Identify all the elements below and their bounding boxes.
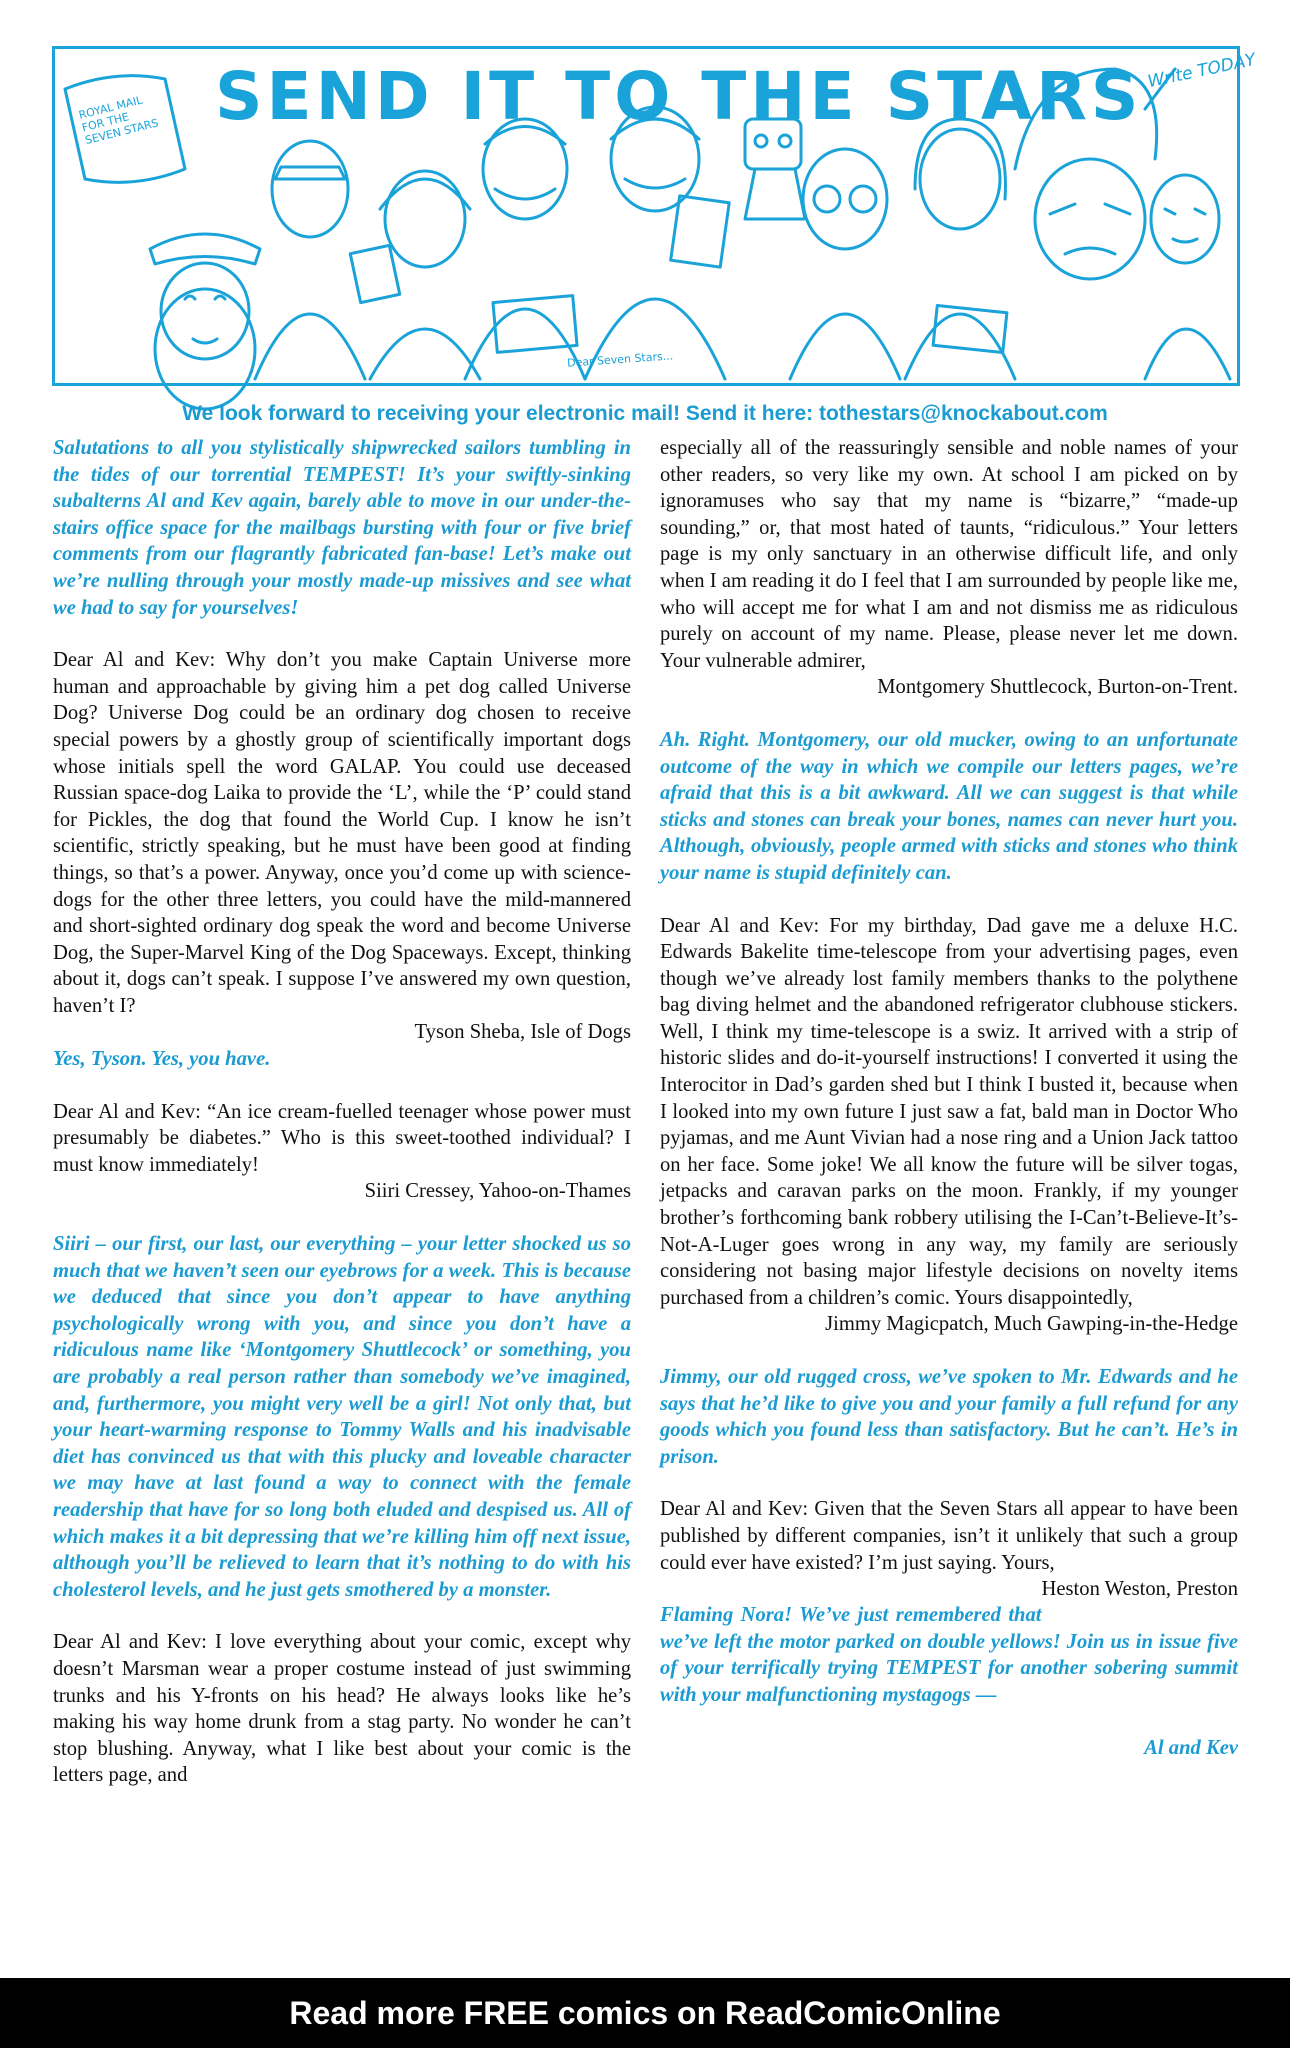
smiling-hero-figure [465, 119, 585, 379]
letter-signature: Tyson Sheba, Isle of Dogs [414, 1021, 631, 1044]
letter-body: Dear Al and Kev: Why don’t you make Captain Universe more human and approachable by giving him a pet dog called Universe Dog? Universe Dog could be an ordinary dog chosen to receive special powers by a ghostly group of scientifically important dogs whose initials spell the word GALAP. You could use deceased Russian space-dog Laika to provide the ‘L’, while the ‘P’ could stand for Pickles, the dog that found the World Cup. I know he isn’t scientific, strictly speaking, but he must have been good at finding things, so that’s a power. Anyway, once you’d come up with science-dogs for the other three letters, you could have the mild-mannered and short-sighted ordinary dog speak the word and become Universe Dog, the Super-Marvel King of the Dog Spaceways. Except, thinking about it, dogs can’t speak. I suppose I’ve answered my own question, haven’t I? [53, 649, 631, 1017]
letter-body: Dear Al and Kev: “An ice cream-fuelled teenager whose power must presumably be diabetes.” Who is this sweet-toothed individual? I must know immediately! [53, 1100, 631, 1176]
dark-haired-woman-figure [905, 119, 1015, 379]
letter-body: especially all of the reassuringly sensible and noble names of your other readers, so very like my own. At school I am picked on by ignoramuses who say that my name is “bizarre,” “made-up sounding,” or, that most hated of taunts, “ridiculous.” Your letters page is my only sanctuary in an otherwise difficult life, and only when I am reading it do I feel that I am surrounded by people like me, who will accept me for what I am and not dismiss me as ridiculous purely on account of my name. Please, please never let me down. Your vulnerable admirer, [660, 437, 1238, 672]
letter-signature: Siiri Cressey, Yahoo-on-Thames [364, 1180, 631, 1203]
letter-body: Dear Al and Kev: For my birthday, Dad gave me a deluxe H.C. Edwards Bakelite time-telescope from your advertising pages, even though we’ve already lost family members thanks to the polythene bag diving helmet and the abandoned refrigerator clubhouse stickers. Well, I think my time-telescope is a swiz. It arrived with a strip of historic slides and do-it-yourself instructions! I converted it using the Interocitor in Dad’s garden shed but I think I busted it, because when I looked into my own future I just saw a fat, bald man in Doctor Who pyjamas, and me Aunt Vivian had a nose ring and a Union Jack tattoo on her face. Some joke! We all know the future will be silver togas, jetpacks and caravan parks on the moon. Frankly, if my younger brother’s forthcoming bank robbery utilising the I-Can’t-Believe-It’s-Not-A-Luger goes wrong in any way, my family are seriously considering not basing major lifestyle decisions on novelty items purchased from a children’s comic. Yours disappointedly, [660, 914, 1238, 1309]
letter-signature: Heston Weston, Preston [1041, 1578, 1238, 1601]
left-column [53, 435, 631, 1789]
banner-title: SEND IT TO THE STARS [215, 58, 1143, 135]
letter-label: Dear Seven Stars... [566, 349, 674, 370]
editors-reply: Yes, Tyson. Yes, you have. [53, 1048, 271, 1071]
right-column [660, 435, 1238, 1787]
editors-reply: Flaming Nora! We’ve just remembered that we’ve left the motor parked on double yellows! Join us in issue five of your terrifically trying TEMPEST for another sobering summit with your malfunctioning mystagogs — [660, 1604, 1238, 1706]
editors-reply: Jimmy, our old rugged cross, we’ve spoken to Mr. Edwards and he says that he’d like to give you and your family a full refund for any goods which you found less than satisfactory. But he can’t. He’s in prison. [660, 1366, 1238, 1468]
postman-figure [150, 234, 260, 409]
letter-signature: Jimmy Magicpatch, Much Gawping-in-the-Hedge [825, 1313, 1238, 1336]
letters-banner [52, 46, 1258, 386]
letter-illustration [493, 296, 577, 353]
editors-intro: Salutations to all you stylistically shipwrecked sailors tumbling in the tides of our torrential TEMPEST! It’s your swiftly-sinking subalterns Al and Kev again, barely able to move in our under-the-stairs office space for the mailbags bursting with four or five brief comments from our flagrantly fabricated fan-base! Let’s make out we’re nulling through your mostly made-up missives and see what we had to say for yourselves! [53, 437, 631, 619]
editors-signoff: Al and Kev [1144, 1736, 1238, 1759]
mailbag-label: ROYAL MAIL FOR THE SEVEN STARS [77, 93, 160, 148]
submission-subhead: We look forward to receiving your electronic mail! Send it here: tothestars@knockabout.com [182, 402, 1108, 425]
footer-text[interactable]: Read more FREE comics on ReadComicOnline [289, 1995, 1001, 2031]
goggled-hero-figure [790, 149, 900, 379]
small-green-figure [1145, 175, 1230, 379]
letter-body: Dear Al and Kev: I love everything about your comic, except why doesn’t Marsman wear a proper costume instead of just swimming trunks and his Y-fronts on his head? He always looks like he’s making his way home drunk from a stag party. No wonder he can’t stop blushing. Anyway, what I like best about your comic is the letters page, and [53, 1631, 631, 1787]
footer-banner [0, 1978, 1290, 2048]
captain-figure [585, 107, 729, 379]
masked-hero-figure [255, 141, 365, 379]
editors-reply: Siiri – our first, our last, our everything – your letter shocked us so much that we haven’t seen our eyebrows for a week. This is because we deduced that since you don’t appear to have anything psychologically wrong with you, and since you don’t have a ridiculous name like ‘Montgomery Shuttlecock’ or something, you are probably a real person rather than somebody we’ve imagined, and, furthermore, you might very well be a girl! Not only that, but your heart-warming response to Tommy Walls and his inadvisable diet has convinced us that with this plucky and loveable character we may have at last found a way to connect with the female readership that have for so long both eluded and despised us. All of which makes it a bit depressing that we’re killing him off next issue, although you’ll be relieved to learn that it’s nothing to do with his cholesterol levels, and he just gets smothered by a monster. [53, 1233, 631, 1601]
blonde-woman-figure [350, 171, 480, 379]
letter-body: Dear Al and Kev: Given that the Seven Stars all appear to have been published by different companies, isn’t it unlikely that such a group could ever have existed? I’m just saying. Yours, [660, 1498, 1238, 1574]
write-today-label: Write TODAY [1146, 49, 1258, 93]
editors-reply: Ah. Right. Montgomery, our old mucker, owing to an unfortunate outcome of the way in which we compile our letters pages, we’re afraid that this is a bit awkward. All we can suggest is that while sticks and stones can break your bones, names can never hurt you. Although, obviously, people armed with sticks and stones who think your name is stupid definitely can. [660, 728, 1238, 884]
letter-signature: Montgomery Shuttlecock, Burton-on-Trent. [877, 676, 1238, 699]
